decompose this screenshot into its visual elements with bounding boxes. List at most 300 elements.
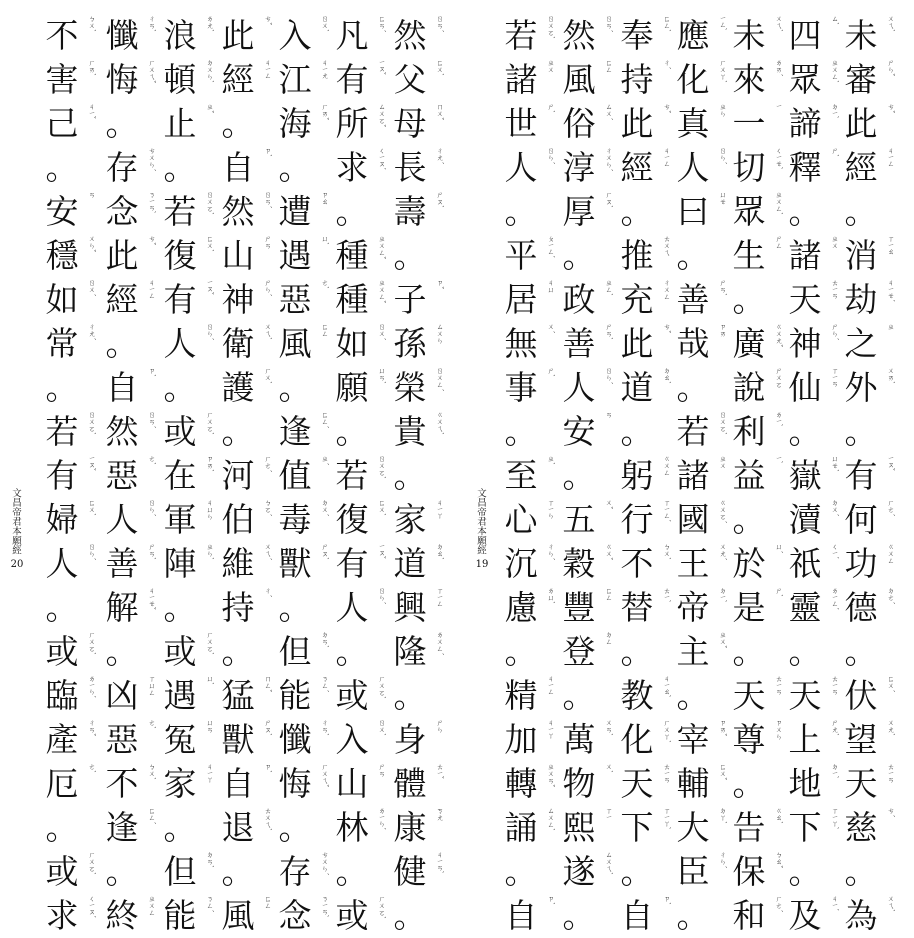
zhuyin-annotation: ㄐㄩ [547, 279, 555, 293]
character-cell [617, 14, 675, 58]
hanzi: 萬 [562, 720, 596, 759]
character-cell [275, 850, 333, 894]
hanzi: 大 [676, 808, 710, 847]
zhuyin-annotation: ㄍㄨㄛˊ [719, 499, 727, 524]
zhuyin-annotation: ㄧㄥˋ [719, 15, 727, 32]
zhuyin-annotation: ㄩㄝ [719, 191, 727, 205]
zhuyin-annotation: ㄒㄧㄣ [547, 499, 555, 519]
hanzi: 何 [844, 500, 878, 539]
hanzi: 誦 [504, 808, 538, 847]
zhuyin-annotation: ㄅㄨˋ [88, 15, 96, 33]
character-cell [332, 322, 390, 366]
hanzi: 。 [393, 236, 427, 275]
punctuation-mark [617, 410, 675, 454]
character-cell [42, 718, 100, 762]
hanzi: 。 [278, 148, 312, 187]
character-cell [559, 146, 617, 190]
hanzi: 告 [732, 808, 766, 847]
hanzi: 。 [504, 192, 538, 231]
zhuyin-annotation: ㄌㄧㄥˊ [831, 587, 839, 611]
hanzi: 哉 [676, 324, 710, 363]
hanzi: 。 [844, 632, 878, 671]
character-cell [332, 542, 390, 586]
hanzi: 國 [676, 500, 710, 539]
hanzi: 逢 [105, 808, 139, 847]
hanzi: 嶽 [788, 456, 822, 495]
hanzi: 或 [335, 676, 369, 715]
character-cell [501, 366, 559, 410]
character-cell [673, 586, 731, 630]
character-cell [332, 278, 390, 322]
zhuyin-annotation: ㄗˋ [663, 895, 671, 906]
zhuyin-annotation: ㄓㄨㄥˋ [831, 59, 839, 84]
character-cell [501, 14, 559, 58]
punctuation-mark [729, 278, 787, 322]
character-cell [673, 410, 731, 454]
zhuyin-annotation: ㄉㄚˋ [719, 807, 727, 825]
punctuation-mark [275, 586, 333, 630]
character-cell [729, 542, 787, 586]
hanzi: 種 [335, 280, 369, 319]
hanzi: 維 [221, 544, 255, 583]
punctuation-mark [673, 234, 731, 278]
character-cell [390, 498, 448, 542]
zhuyin-annotation: ㄔㄣˊ [719, 851, 727, 869]
zhuyin-annotation: ㄖㄢˊ [605, 15, 613, 33]
hanzi: 懺 [278, 720, 312, 759]
hanzi: 天 [620, 764, 654, 803]
character-cell [501, 498, 559, 542]
zhuyin-annotation: ㄕㄤˋ [831, 719, 839, 737]
hanzi: 豐 [562, 588, 596, 627]
hanzi: 子 [393, 280, 427, 319]
hanzi: 瀆 [788, 500, 822, 539]
hanzi: 能 [278, 676, 312, 715]
character-cell [42, 894, 100, 938]
hanzi: 熙 [562, 808, 596, 847]
hanzi: 及 [788, 896, 822, 935]
hanzi: 消 [844, 236, 878, 275]
hanzi: 壽 [393, 192, 427, 231]
punctuation-mark [559, 234, 617, 278]
hanzi: 種 [335, 236, 369, 275]
character-cell [559, 410, 617, 454]
text-column [501, 14, 559, 935]
character-cell [841, 454, 899, 498]
punctuation-mark [729, 762, 787, 806]
zhuyin-annotation: ㄈㄥ [605, 587, 613, 601]
character-cell [218, 806, 276, 850]
character-cell [102, 190, 160, 234]
zhuyin-annotation: ㄓㄨ [831, 235, 839, 249]
zhuyin-annotation: ㄏㄜˊ [775, 895, 783, 913]
character-cell [218, 586, 276, 630]
hanzi: 。 [221, 104, 255, 143]
character-cell [218, 542, 276, 586]
zhuyin-annotation: ㄩˋ [206, 675, 214, 686]
character-cell [729, 718, 787, 762]
zhuyin-annotation: ㄏㄨㄛˋ [378, 675, 386, 700]
hanzi: 經 [221, 60, 255, 99]
character-cell [841, 674, 899, 718]
character-cell [42, 674, 100, 718]
zhuyin-annotation: ㄇㄥˇ [264, 675, 272, 693]
character-cell [729, 806, 787, 850]
character-cell [102, 454, 160, 498]
character-cell [673, 542, 731, 586]
character-cell [559, 322, 617, 366]
zhuyin-annotation: ㄒㄧㄚˋ [663, 807, 671, 831]
hanzi: 自 [620, 896, 654, 935]
punctuation-mark [673, 894, 731, 938]
character-cell [275, 102, 333, 146]
character-cell [617, 146, 675, 190]
text-column [785, 14, 843, 935]
zhuyin-annotation: ㄒㄧ [605, 807, 613, 820]
character-cell [617, 102, 675, 146]
text-column [275, 14, 333, 935]
zhuyin-annotation: ㄐㄧㄠˋ [663, 675, 671, 699]
punctuation-mark [102, 102, 160, 146]
punctuation-mark [559, 894, 617, 938]
hanzi: 母 [393, 104, 427, 143]
zhuyin-annotation: ㄓㄨㄥˋ [775, 191, 783, 216]
character-cell [275, 498, 333, 542]
zhuyin-annotation: ㄐㄧˊ [831, 895, 839, 912]
zhuyin-annotation: ㄍㄨㄥ [887, 543, 895, 564]
hanzi: 。 [335, 192, 369, 231]
text-column [673, 14, 731, 935]
hanzi: 海 [278, 104, 312, 143]
character-cell [617, 498, 675, 542]
zhuyin-annotation: ㄔˊ [663, 59, 671, 70]
character-cell [218, 674, 276, 718]
character-cell [160, 718, 218, 762]
character-cell [501, 806, 559, 850]
zhuyin-annotation: ㄕㄣ [436, 719, 444, 733]
zhuyin-annotation: ㄘㄨㄣˊ [321, 851, 329, 876]
hanzi: 。 [163, 588, 197, 627]
character-cell [729, 850, 787, 894]
hanzi: 廣 [732, 324, 766, 363]
zhuyin-annotation: ㄜˋ [88, 763, 96, 774]
character-cell [673, 718, 731, 762]
character-cell [617, 58, 675, 102]
punctuation-mark [218, 410, 276, 454]
character-cell [841, 586, 899, 630]
character-cell [617, 718, 675, 762]
zhuyin-annotation: ㄋㄥˊ [206, 895, 214, 913]
punctuation-mark [42, 146, 100, 190]
zhuyin-annotation: ㄈㄨˋ [88, 499, 96, 517]
character-cell [729, 190, 787, 234]
hanzi: 。 [393, 456, 427, 495]
zhuyin-annotation: ㄖㄣˊ [547, 147, 555, 165]
zhuyin-annotation: ㄐㄧㄚ [547, 719, 555, 739]
hanzi: 。 [620, 192, 654, 231]
character-cell [559, 190, 617, 234]
hanzi: 若 [45, 412, 79, 451]
zhuyin-annotation: ㄐㄧㄥ [663, 147, 671, 167]
zhuyin-annotation: ㄨㄢˋ [605, 719, 613, 737]
character-cell [617, 586, 675, 630]
zhuyin-annotation: ㄍㄨˇ [605, 543, 613, 561]
hanzi: 如 [335, 324, 369, 363]
character-cell [275, 278, 333, 322]
hanzi: 遇 [278, 236, 312, 275]
hanzi: 父 [393, 60, 427, 99]
hanzi: 替 [620, 588, 654, 627]
hanzi: 然 [221, 192, 255, 231]
character-cell [729, 322, 787, 366]
zhuyin-annotation: ㄓˊ [321, 455, 329, 466]
hanzi: 。 [844, 192, 878, 231]
hanzi: 經 [844, 148, 878, 187]
character-cell [785, 278, 843, 322]
character-cell [102, 762, 160, 806]
character-cell [102, 894, 160, 938]
hanzi: 劫 [844, 280, 878, 319]
hanzi: 。 [105, 104, 139, 143]
character-cell [275, 410, 333, 454]
character-cell [729, 146, 787, 190]
punctuation-mark [501, 190, 559, 234]
character-cell [218, 762, 276, 806]
hanzi: 生 [732, 236, 766, 275]
hanzi: 。 [788, 412, 822, 451]
zhuyin-annotation: ㄏㄞˋ [88, 59, 96, 77]
punctuation-mark [559, 454, 617, 498]
character-cell [332, 14, 390, 58]
hanzi: 悔 [278, 764, 312, 803]
hanzi: 孫 [393, 324, 427, 363]
hanzi: 。 [221, 852, 255, 891]
hanzi: 。 [788, 852, 822, 891]
zhuyin-annotation: ㄍㄠˋ [775, 807, 783, 825]
hanzi: 凡 [335, 16, 369, 55]
punctuation-mark [841, 850, 899, 894]
hanzi: 。 [163, 148, 197, 187]
character-cell [390, 762, 448, 806]
zhuyin-annotation: ㄒㄧㄠ [887, 235, 895, 255]
zhuyin-annotation: ㄐㄧㄥ [264, 59, 272, 79]
zhuyin-annotation: ㄖㄣˊ [378, 587, 386, 605]
hanzi: 為 [844, 896, 878, 935]
punctuation-mark [729, 498, 787, 542]
zhuyin-annotation: ㄑㄧㄝˋ [775, 147, 783, 171]
character-cell [841, 498, 899, 542]
character-cell [42, 190, 100, 234]
zhuyin-annotation: ㄒㄧㄚˋ [831, 807, 839, 831]
zhuyin-annotation: ㄅㄛˊ [264, 499, 272, 517]
character-cell [673, 102, 731, 146]
zhuyin-annotation: ㄔㄣˊ [547, 543, 555, 561]
hanzi: 切 [732, 148, 766, 187]
character-cell [332, 674, 390, 718]
punctuation-mark [102, 322, 160, 366]
hanzi: 康 [393, 808, 427, 847]
punctuation-mark [559, 674, 617, 718]
hanzi: 此 [620, 104, 654, 143]
hanzi: 善 [562, 324, 596, 363]
character-cell [617, 234, 675, 278]
text-column [841, 14, 899, 935]
hanzi: 。 [105, 324, 139, 363]
zhuyin-annotation: ㄕㄡˋ [436, 191, 444, 209]
zhuyin-annotation: ㄨㄟˋ [887, 895, 895, 913]
hanzi: 或 [335, 896, 369, 935]
character-cell [275, 14, 333, 58]
hanzi: 家 [163, 764, 197, 803]
hanzi: 。 [504, 412, 538, 451]
hanzi: 化 [620, 720, 654, 759]
character-cell [501, 894, 559, 938]
zhuyin-annotation: ㄔㄢˋ [321, 719, 329, 737]
character-cell [841, 278, 899, 322]
zhuyin-annotation: ㄘㄨㄣˊ [148, 147, 156, 172]
zhuyin-annotation: ㄑㄧˊ [831, 543, 839, 560]
character-cell [729, 102, 787, 146]
zhuyin-annotation: ㄈㄥ [264, 895, 272, 909]
character-cell [275, 674, 333, 718]
zhuyin-annotation: ㄗㄞ [719, 323, 727, 337]
zhuyin-annotation: ㄉㄜˊ [887, 587, 895, 605]
hanzi: 曰 [676, 192, 710, 231]
character-cell [102, 366, 160, 410]
punctuation-mark [729, 630, 787, 674]
hanzi: 。 [504, 852, 538, 891]
hanzi: 惡 [105, 720, 139, 759]
zhuyin-annotation: ㄈㄨˋ [206, 235, 214, 253]
character-cell [42, 542, 100, 586]
zhuyin-annotation: ㄖㄨㄛˋ [206, 191, 214, 216]
hanzi: 不 [620, 544, 654, 583]
character-cell [785, 498, 843, 542]
punctuation-mark [42, 806, 100, 850]
hanzi: 願 [335, 368, 369, 407]
zhuyin-annotation: ㄊㄧㄢ [831, 675, 839, 695]
zhuyin-annotation: ㄩㄝˋ [831, 455, 839, 473]
character-cell [729, 366, 787, 410]
zhuyin-annotation: ㄊㄨㄟˋ [264, 807, 272, 832]
character-cell [501, 322, 559, 366]
zhuyin-annotation: ㄊㄨㄟ [663, 235, 671, 256]
zhuyin-annotation: ㄨㄟˋ [264, 323, 272, 341]
character-cell [160, 58, 218, 102]
hanzi: 體 [393, 764, 427, 803]
character-cell [275, 454, 333, 498]
hanzi: 主 [676, 632, 710, 671]
zhuyin-annotation: ㄏㄨㄟˇ [321, 763, 329, 788]
character-cell [275, 762, 333, 806]
hanzi: 復 [163, 236, 197, 275]
character-cell [841, 322, 899, 366]
text-column [332, 14, 390, 935]
hanzi: 。 [504, 632, 538, 671]
hanzi: 功 [844, 544, 878, 583]
zhuyin-annotation: ㄉㄥ [605, 631, 613, 645]
zhuyin-annotation: ㄗㄠ [321, 191, 329, 205]
hanzi: 隆 [393, 632, 427, 671]
character-cell [501, 234, 559, 278]
hanzi: 凶 [105, 676, 139, 715]
page-number: 19 [475, 558, 489, 570]
hanzi: 說 [732, 368, 766, 407]
punctuation-mark [785, 190, 843, 234]
zhuyin-annotation: ㄧ [775, 103, 783, 109]
character-cell [42, 410, 100, 454]
punctuation-mark [785, 630, 843, 674]
hanzi: 林 [335, 808, 369, 847]
zhuyin-annotation: ㄐㄧㄢˋ [436, 851, 444, 875]
hanzi: 貴 [393, 412, 427, 451]
zhuyin-annotation: ㄧˋ [775, 455, 783, 465]
character-cell [102, 234, 160, 278]
zhuyin-annotation: ㄐㄧㄚ [436, 499, 444, 519]
zhuyin-annotation: ㄖㄨˋ [321, 15, 329, 33]
hanzi: 。 [788, 192, 822, 231]
zhuyin-annotation: ㄜˋ [148, 455, 156, 466]
punctuation-mark [332, 630, 390, 674]
zhuyin-annotation: ㄈㄥˋ [663, 15, 671, 33]
hanzi: 遂 [562, 852, 596, 891]
character-cell [501, 58, 559, 102]
character-cell [42, 630, 100, 674]
character-cell [218, 322, 276, 366]
hanzi: 審 [844, 60, 878, 99]
hanzi: 外 [844, 368, 878, 407]
zhuyin-annotation: ㄗˇ [436, 279, 444, 290]
character-cell [102, 498, 160, 542]
character-cell [218, 454, 276, 498]
hanzi: 人 [163, 324, 197, 363]
footer-book-title: 文昌帝君本願經 [475, 488, 486, 555]
zhuyin-annotation: ㄓˇ [206, 103, 214, 114]
zhuyin-annotation: ㄔㄢˇ [88, 719, 96, 737]
character-cell [559, 366, 617, 410]
zhuyin-annotation: ㄗˋ [148, 367, 156, 378]
character-cell [841, 894, 899, 938]
character-cell [275, 234, 333, 278]
character-cell [160, 102, 218, 146]
hanzi: 。 [732, 764, 766, 803]
hanzi: 風 [562, 60, 596, 99]
zhuyin-annotation: ㄅㄨˋ [148, 763, 156, 781]
zhuyin-annotation: ㄨˇ [605, 499, 613, 510]
character-cell [785, 718, 843, 762]
zhuyin-annotation: ㄙˋ [831, 15, 839, 26]
character-cell [617, 542, 675, 586]
hanzi: 毒 [278, 500, 312, 539]
hanzi: 或 [163, 412, 197, 451]
zhuyin-annotation: ㄌㄩˋ [547, 587, 555, 605]
hanzi: 己 [45, 104, 79, 143]
character-cell [42, 498, 100, 542]
hanzi: 河 [221, 456, 255, 495]
hanzi: 諦 [788, 104, 822, 143]
character-cell [160, 630, 218, 674]
zhuyin-annotation: ㄏㄨㄚˋ [663, 719, 671, 744]
zhuyin-annotation: ㄘˇ [663, 103, 671, 114]
hanzi: 地 [788, 764, 822, 803]
zhuyin-annotation: ㄔㄨㄣˊ [605, 147, 613, 172]
hanzi: 若 [335, 456, 369, 495]
zhuyin-annotation: ㄓㄨˇ [719, 631, 727, 649]
zhuyin-annotation: ㄙㄨㄣ [436, 323, 444, 344]
character-cell [785, 14, 843, 58]
hanzi: 家 [393, 500, 427, 539]
hanzi: 安 [562, 412, 596, 451]
